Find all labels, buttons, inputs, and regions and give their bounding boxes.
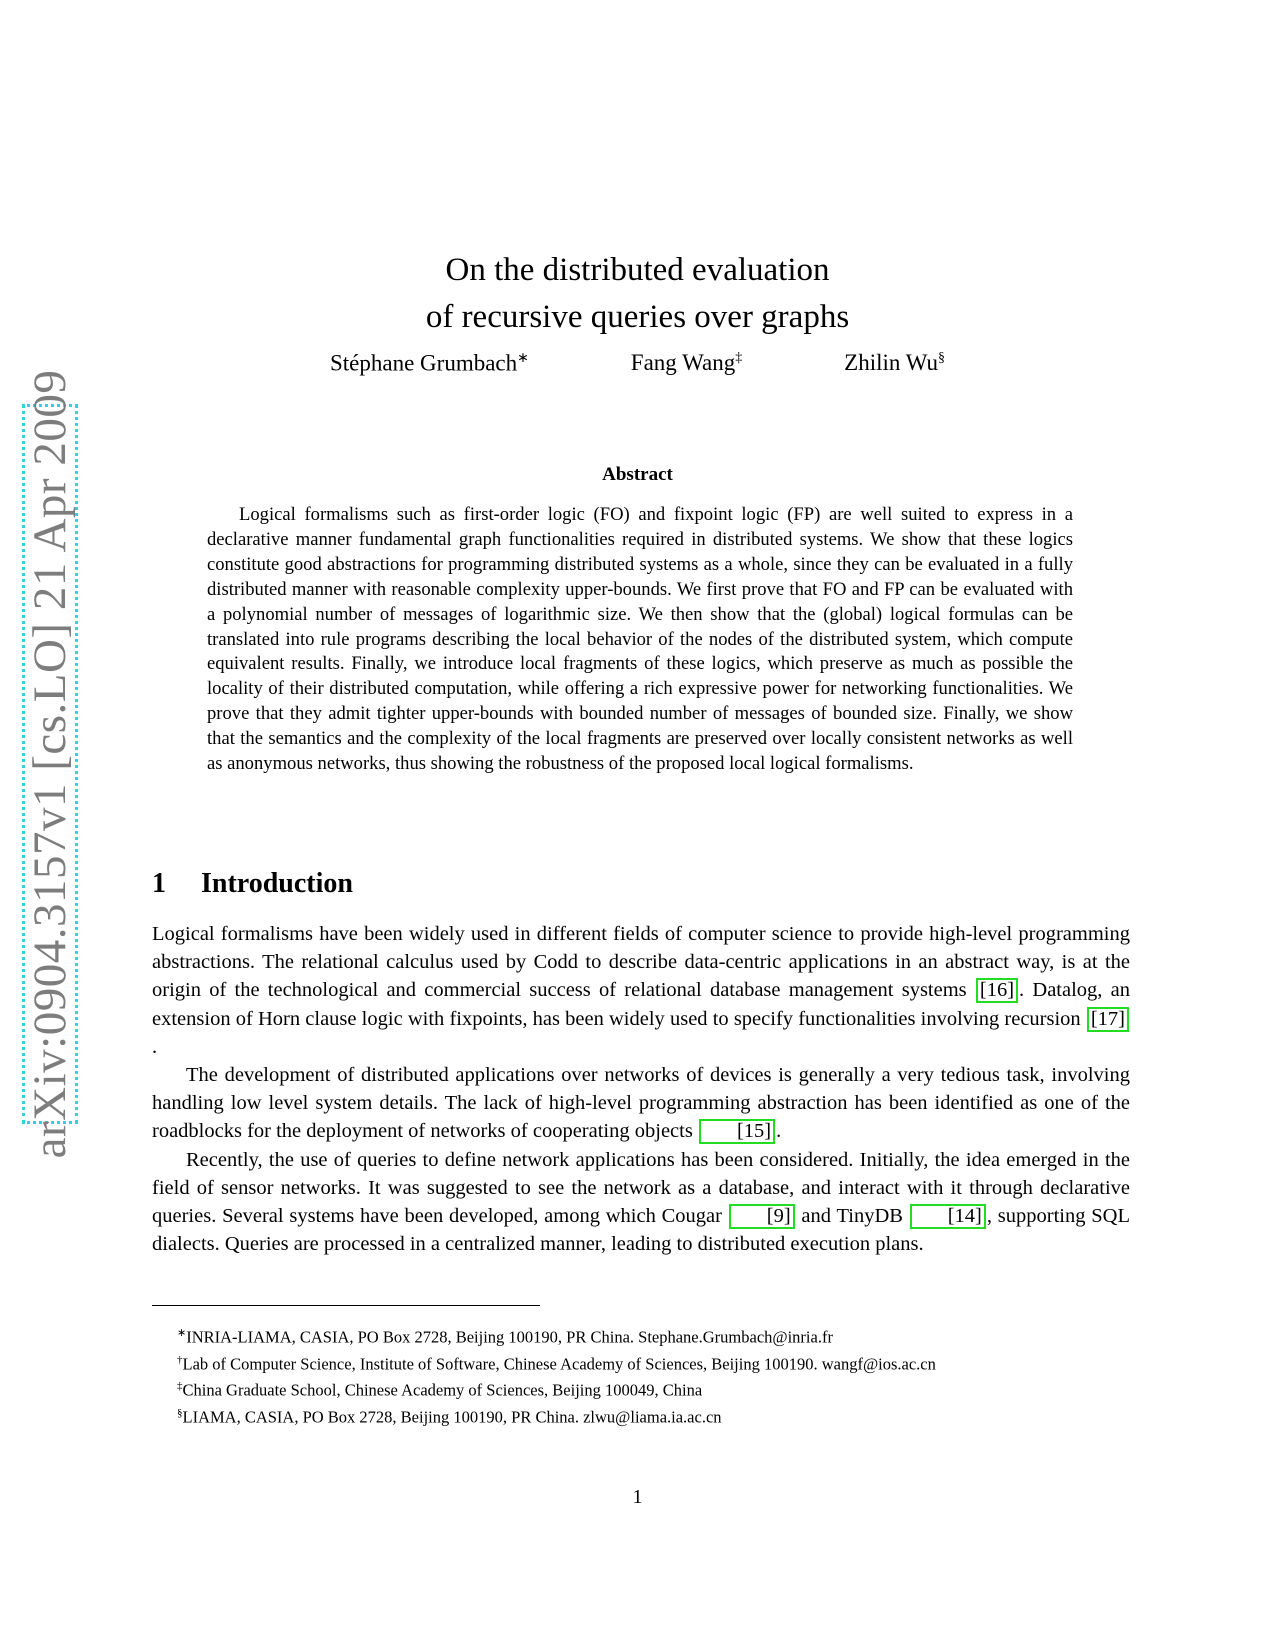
paragraph: Logical formalisms have been widely used in different fields of computer science to provide high-level programming abstractions. The relational calculus used by Codd to describe data-centric applications in an abstract way, is at the origin of the technological and commercial success of relational database management systems [16] . Datalog, an extension of Horn clause logic with fixpoints, has been widely used to specify functionalities involving recursion [17].: [152, 923, 1130, 1058]
footnote: †Lab of Computer Science, Institute of Software, Chinese Academy of Sciences, Beijing 100190. wangf@ios.ac.cn: [177, 1353, 936, 1373]
title-line-1: On the distributed evaluation: [445, 252, 830, 289]
footnote-ref[interactable]: §: [937, 350, 945, 366]
citation-link[interactable]: [14]: [910, 1204, 986, 1229]
title-line-2: of recursive queries over graphs: [425, 299, 850, 336]
citation-link[interactable]: [15]: [699, 1119, 775, 1144]
body-text: [152, 920, 1130, 1258]
footnote-ref[interactable]: ‡: [735, 350, 743, 366]
citation-link[interactable]: [17]: [1087, 1007, 1129, 1032]
abstract-heading: Abstract: [602, 464, 673, 485]
abstract-text: Logical formalisms such as first-order logic (FO) and fixpoint logic (FP) are well suited to express in a declarative manner fundamental graph functionalities required in distributed systems. We show that these logics constitute good abstractions for programming distributed systems as a whole, since they can be evaluated in a fully distributed manner with reasonable complexity upper-bounds. We first prove that FO and FP can be evaluated with a polynomial number of messages of logarithmic size. We then show that the (global) logical formulas can be translated into rule programs describing the local behavior of the nodes of the distributed system, which compute equivalent results. Finally, we introduce local fragments of these logics, which preserve as much as possible the locality of their distributed computation, while offering a rich expressive power for networking functionalities. We prove that they admit tighter upper-bounds with bounded number of messages of bounded size. Finally, we show that the semantics and the complexity of the local fragments are preserved over locally consistent networks as well as anonymous networks, thus showing the robustness of the proposed local logical formalisms.: [207, 504, 1073, 775]
paragraph: The development of distributed applications over networks of devices is generally a very tedious task, involving handling low level system details. The lack of high-level programming abstraction has been identified as one of the roadblocks for the deployment of networks of cooperating objects [15] .: [152, 1064, 1130, 1143]
author: Fang Wang‡: [630, 350, 743, 375]
footnote: §LIAMA, CASIA, PO Box 2728, Beijing 100190, PR China. zlwu@liama.ia.ac.cn: [177, 1406, 722, 1426]
footnote: ∗INRIA-LIAMA, CASIA, PO Box 2728, Beijing 100190, PR China. Stephane.Grumbach@inria.fr: [177, 1327, 833, 1347]
citation-link[interactable]: [16]: [976, 978, 1018, 1003]
paragraph: Recently, the use of queries to define network applications has been considered. Initially, the idea emerged in the field of sensor networks. It was suggested to see the network as a database, and interact with it through declarative queries. Several systems have been developed, among which Cougar [9] and TinyDB [14] , supporting SQL dialects. Queries are processed in a centralized manner, leading to distributed execution plans.: [152, 1148, 1130, 1256]
author: Zhilin Wu§: [844, 350, 945, 375]
author-list: [330, 350, 945, 384]
footnote-rule: [152, 1305, 540, 1306]
page-number: 1: [632, 1486, 643, 1508]
footnote: ‡China Graduate School, Chinese Academy of Sciences, Beijing 100049, China: [177, 1380, 703, 1400]
section-heading: [152, 868, 353, 900]
section-title: Introduction: [201, 868, 353, 899]
footnotes: [177, 1322, 1177, 1428]
citation-link[interactable]: [9]: [729, 1204, 795, 1229]
arxiv-stamp-text: arXiv:0904.3157v1 [cs.LO] 21 Apr 2009: [24, 369, 76, 1159]
footnote-ref[interactable]: ∗: [517, 351, 529, 366]
paper-title: [200, 247, 1075, 341]
author: Stéphane Grumbach∗: [330, 350, 529, 376]
section-number: 1: [152, 868, 166, 899]
